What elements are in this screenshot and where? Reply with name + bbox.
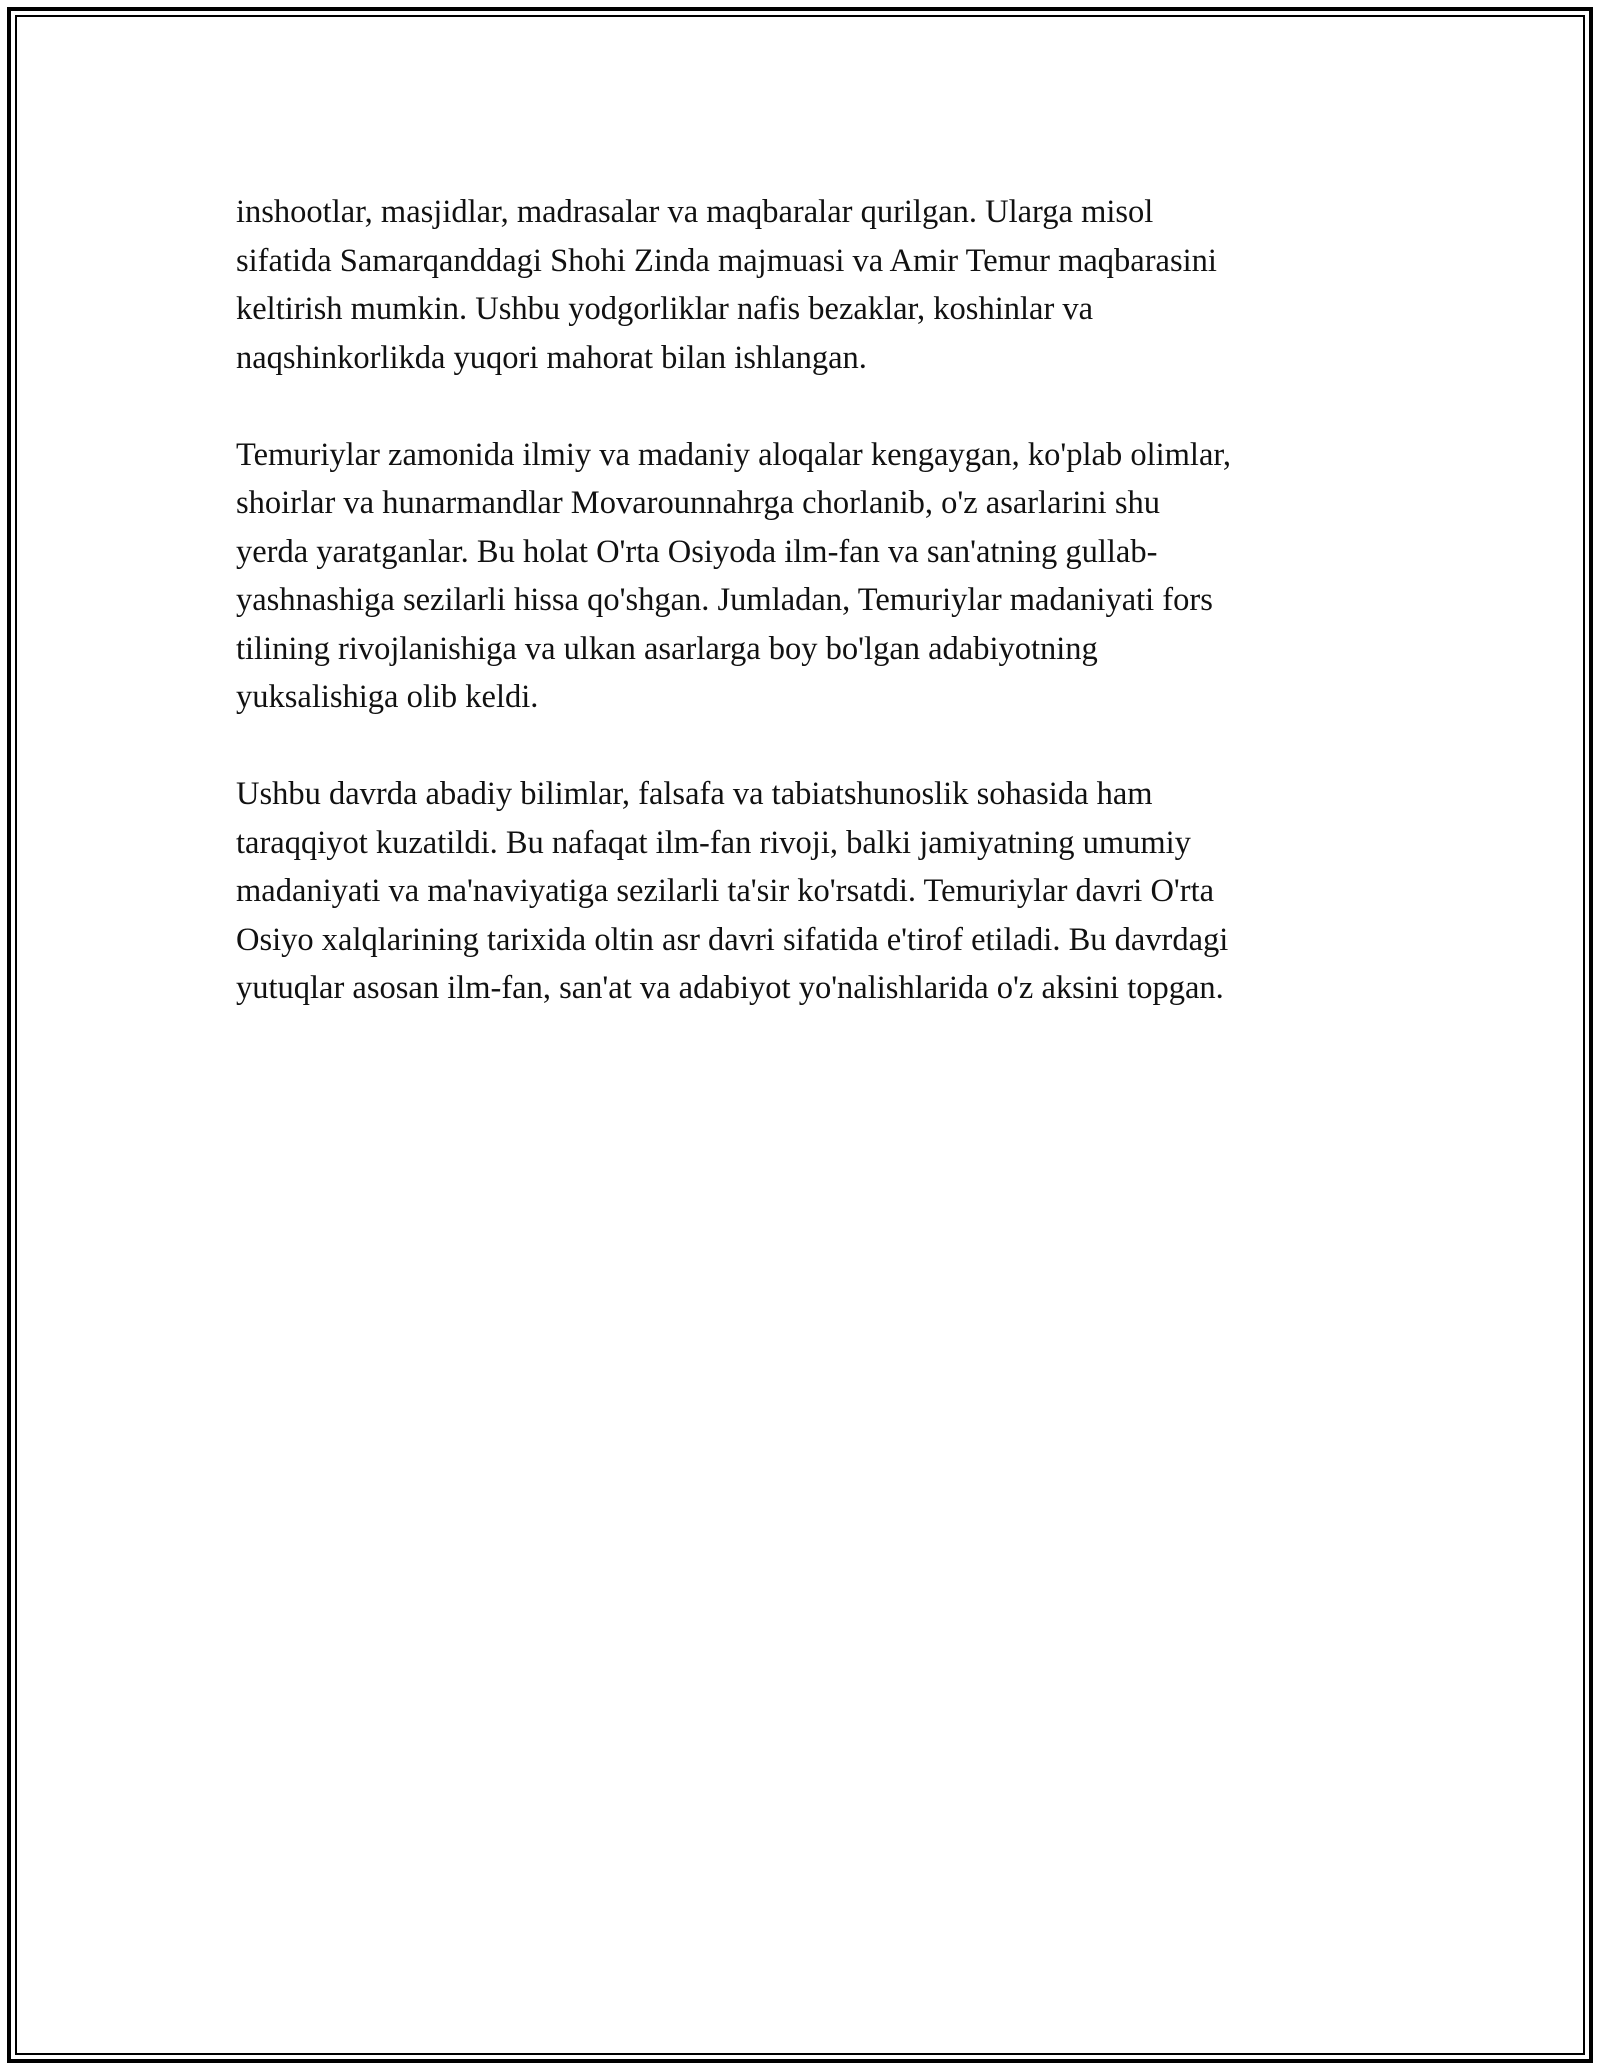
text-line: Osiyo xalqlarining tarixida oltin asr davri sifatida e'tirof etiladi. Bu davrdagi bbox=[236, 921, 1229, 958]
paragraph-1 bbox=[236, 188, 1396, 382]
text-line: tilining rivojlanishiga va ulkan asarlarga boy bo'lgan adabiyotning bbox=[236, 630, 1098, 667]
text-line: keltirish mumkin. Ushbu yodgorliklar nafis bezaklar, koshinlar va bbox=[236, 291, 1094, 327]
text-line: inshootlar, masjidlar, madrasalar va maqbaralar qurilgan. Ularga misol bbox=[236, 194, 1154, 230]
paragraph-3 bbox=[236, 770, 1396, 1013]
text-line: shoirlar va hunarmandlar Movarounnahrga chorlanib, o'z asarlarini shu bbox=[236, 485, 1160, 521]
text-line: yuksalishiga olib keldi. bbox=[236, 679, 539, 715]
text-line: yerda yaratganlar. Bu holat O'rta Osiyoda ilm-fan va san'atning gullab- bbox=[236, 533, 1158, 570]
text-line: yashnashiga sezilarli hissa qo'shgan. Jumladan, Temuriylar madaniyati fors bbox=[236, 582, 1213, 618]
text-line: madaniyati va ma'naviyatiga sezilarli ta'sir ko'rsatdi. Temuriylar davri O'rta bbox=[236, 873, 1215, 909]
text-line: taraqqiyot kuzatildi. Bu nafaqat ilm-fan rivoji, balki jamiyatning umumiy bbox=[236, 824, 1191, 861]
text-line: Temuriylar zamonida ilmiy va madaniy aloqalar kengaygan, ko'plab olimlar, bbox=[236, 436, 1232, 473]
paragraph-2 bbox=[236, 431, 1396, 722]
text-line: yutuqlar asosan ilm-fan, san'at va adabiyot yo'nalishlarida o'z aksini topgan. bbox=[236, 970, 1224, 1006]
document-body bbox=[236, 188, 1396, 1061]
text-line: sifatida Samarqanddagi Shohi Zinda majmuasi va Amir Temur maqbarasini bbox=[236, 242, 1217, 279]
text-line: naqshinkorlikda yuqori mahorat bilan ishlangan. bbox=[236, 339, 867, 376]
text-line: Ushbu davrda abadiy bilimlar, falsafa va tabiatshunoslik sohasida ham bbox=[236, 776, 1153, 812]
